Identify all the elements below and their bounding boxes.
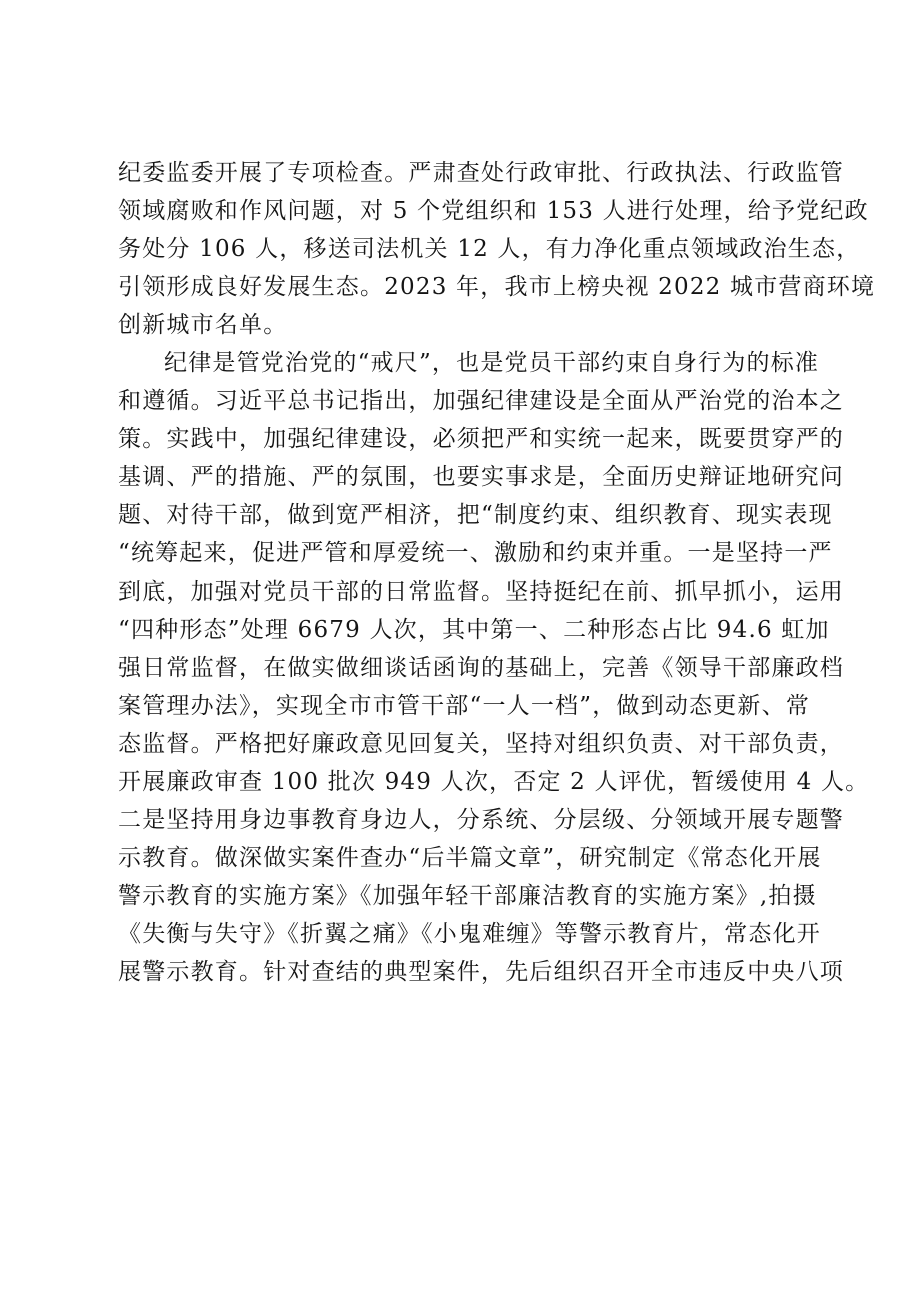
- text-line: 务处分 106 人，移送司法机关 12 人，有力净化重点领域政治生态，: [118, 236, 861, 263]
- text-line: 展警示教育。针对查结的典型案件，先后组织召开全市违反中央八项: [118, 958, 844, 985]
- text-line: 开展廉政审查 100 批次 949 人次，否定 2 人评优，暂缓使用 4 人。: [118, 768, 870, 795]
- document-body: [118, 154, 876, 991]
- text-line: 示教育。做深做实案件查办“后半篇文章”，研究制定《常态化开展: [118, 844, 822, 871]
- text-line: 《失衡与失守》《折翼之痛》《小鬼难缠》等警示教育片，常态化开: [118, 920, 821, 947]
- text-line: 和遵循。习近平总书记指出，加强纪律建设是全面从严治党的治本之: [118, 388, 844, 415]
- text-line: 基调、严的措施、严的氛围，也要实事求是，全面历史辩证地研究问: [118, 464, 844, 491]
- text-line: 策。实践中，加强纪律建设，必须把严和实统一起来，既要贯穿严的: [118, 426, 844, 453]
- text-line: 警示教育的实施方案》《加强年轻干部廉洁教育的实施方案》,拍摄: [118, 882, 817, 909]
- paragraph-first-line: 纪律是管党治党的“戒尺”，也是党员干部约束自身行为的标准: [164, 350, 820, 377]
- text-line: 纪委监委开展了专项检查。严肃查处行政审批、行政执法、行政监管: [118, 160, 844, 186]
- text-line: 题、对待干部，做到宽严相济，把“制度约束、组织教育、现实表现: [118, 502, 833, 529]
- text-line: 到底，加强对党员干部的日常监督。坚持挺纪在前、抓早抓小，运用: [118, 578, 844, 605]
- text-line: “统筹起来，促进严管和厚爱统一、激励和约束并重。一是坚持一严: [118, 540, 833, 567]
- text-line: 强日常监督，在做实做细谈话函询的基础上，完善《领导干部廉政档: [118, 654, 844, 681]
- text-line: “四种形态”处理 6679 人次，其中第一、二种形态占比 94.6 虹加: [118, 616, 830, 643]
- text-line: 案管理办法》，实现全市市管干部“一人一档”，做到动态更新、常: [118, 692, 811, 719]
- text-line: 创新城市名单。: [118, 312, 288, 339]
- text-line: 二是坚持用身边事教育身边人，分系统、分层级、分领域开展专题警: [118, 806, 844, 833]
- text-line: 领域腐败和作风问题，对 5 个党组织和 153 人进行处理，给予党纪政: [118, 198, 869, 225]
- text-line: 态监督。严格把好廉政意见回复关，坚持对组织负责、对干部负责，: [118, 730, 844, 757]
- text-line: 引领形成良好发展生态。2023 年，我市上榜央视 2022 城市营商环境: [118, 274, 876, 301]
